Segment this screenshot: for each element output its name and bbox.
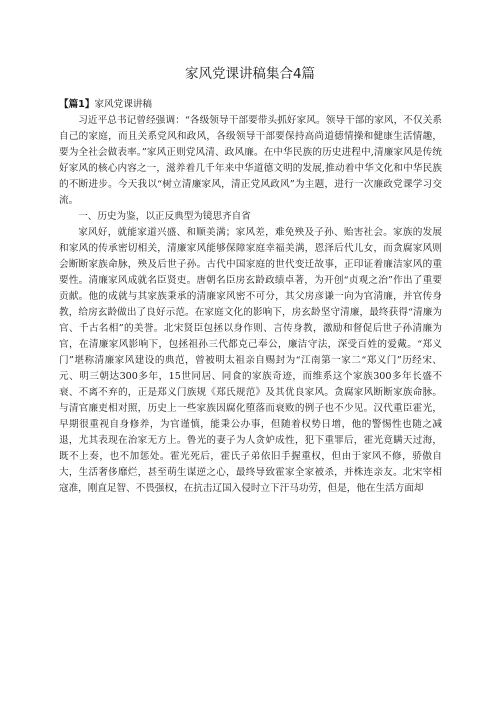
intro-paragraph: 习近平总书记曾经强调：“各级领导干部要带头抓好家风。领导干部的家风，不仅关系自己的家庭，而且关系党风和政风，各级领导干部要保持高尚道德情操和健康生活情趣，要为全社会做表率。”家风正则党风清、政风廉。在中华民族的历史进程中,清廉家风是传统好家风的核心内容之一，滋养着几千年来中华道德文明的发展,推动着中华文化和中华民族的不断进步。今天我以“树立清廉家风，清正党风政风”为主题，进行一次廉政党课学习交流。 xyxy=(59,115,442,206)
document-title: 家风党课讲稿集合4篇 xyxy=(184,66,316,82)
article-title: 家风党课讲稿 xyxy=(94,99,153,110)
article-tag: 【篇1】 xyxy=(59,99,95,110)
article-heading xyxy=(59,97,442,113)
document-body xyxy=(59,97,442,497)
section-heading: 一、历史为鉴，以正反典型为镜思齐自省 xyxy=(78,211,251,222)
section-paragraph: 家风好，就能家道兴盛、和顺美满；家风差，难免殃及子孙、贻害社会。家族的发展和家风的传承密切相关，清廉家风能够保障家庭幸福美满，恩泽后代儿女，而贪腐家风则会断断家族命脉，殃及后世子孙。古代中国家庭的世代变迁故事，正印证着廉洁家风的重要性。清廉家风成就名臣贤吏。唐朝名臣房玄龄政绩卓著，为开创“贞观之治”作出了重要贡献。他的成就与其家族秉承的清廉家风密不可分，其父房彦谦一向为官清廉，并官传身教，给房玄龄做出了良好示范。在家庭文化的影响下，房玄龄坚守清廉，最终获得“清廉为官、千古名相”的美誉。北宋贤臣包拯以身作则、言传身教，激励和督促后世子孙清廉为官，在清廉家风影响下，包拯祖孙三代都克己奉公，廉洁守法，深受百姓的爱戴。“郑义门”堪称清廉家风建设的典范，曾被明太祖亲自赐封为“江南第一家二“郑义门”历经宋、元、明三朝达300多年，15世同居、同食的家族奇迹，而维系这个家族300多年长盛不衰、不离不弃的，正是郑义门族规《郑氏规范》及其优良家风。贪腐家风断断家族命脉。与清官廉吏相对照，历史上一些家族因腐化堕落而衰败的例子也不少见。汉代重臣霍光，早期很重视自身修养，为官谨慎，能秉公办事，但随着权势日增，他的警惕性也随之减退，尤其表现在治家无方上。鲁光的妻子为人贪妒成性，犯下重罪后，霍光竟瞒天过海，既不上奏，也不加惩处。霍光死后，霍氏子弟依旧手握重权，但由于家风不修，骄傲自大，生活奢侈靡烂，甚至萌生谋逆之心，最终导致霍家全家被杀，并株连亲友。北宋宰相寇准，刚直足智、不畏强权，在抗击辽国入侵时立下汗马功劳，但是，他在生活方面却 xyxy=(59,227,442,494)
